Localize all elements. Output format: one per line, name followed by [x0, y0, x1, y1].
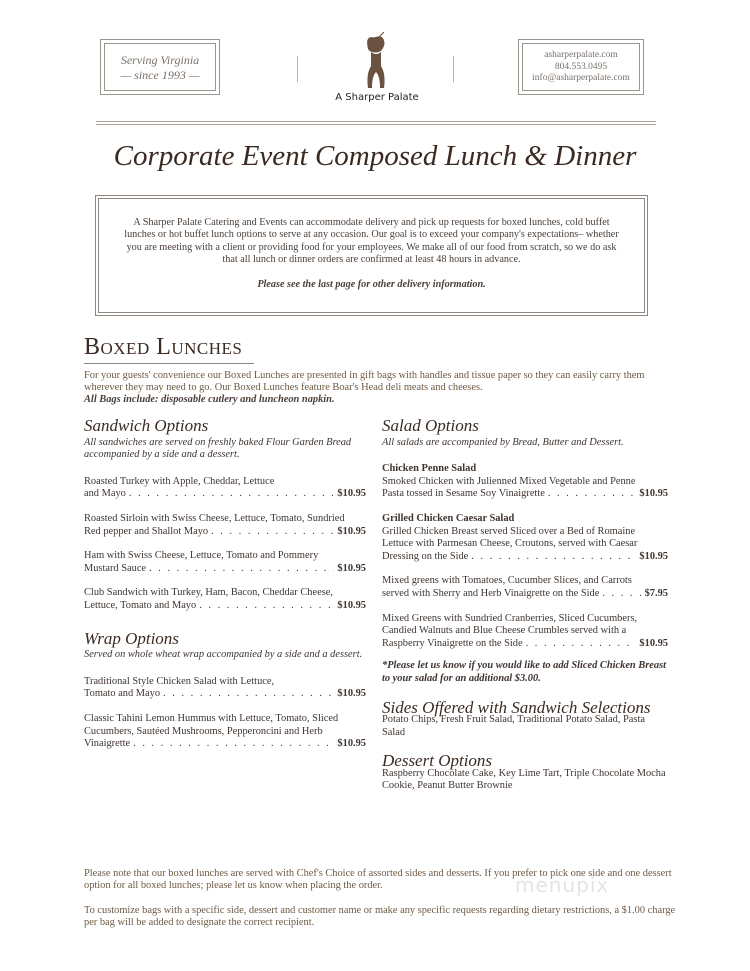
leader-dots — [163, 688, 334, 701]
footer-note-1: Please note that our boxed lunches are served with Chef's Choice of assorted sides and desserts. If you prefer to pick one side and one dessert option for all boxed lunches; please let us know when placing the order. — [84, 868, 672, 892]
item-name: Grilled Chicken Caesar Salad — [382, 512, 515, 524]
intro-box: A Sharper Palate Catering and Events can accommodate delivery and pick up requests for boxed lunches, cold buffet lunches or hot buffet lunch options to serve at any occasion. Our goal is to exceed your company's expectations– whether you are meeting with a client or providing food for your employees. We make all of our food from scratch, so we do ask that all lunch or dinner orders are confirmed at least 48 hours in advance. Please see the last page for other delivery information. — [98, 198, 645, 313]
price: $10.95 — [337, 688, 366, 700]
menu-item: Traditional Style Chicken Salad with Lettuce, Tomato and Mayo . . . $10.95 — [84, 676, 366, 701]
menu-item: Mixed greens with Tomatoes, Cucumber Slices, and Carrots served with Sherry and Herb Vinaigrette on the Side . . . $7.95 — [382, 575, 668, 600]
website-link[interactable]: asharperpalate.com — [544, 50, 618, 60]
menu-item: Mixed Greens with Sundried Cranberries, Sliced Cucumbers, Candied Walnuts and Blue Cheese Crumbles served with a Raspberry Vinaigrette on the Side . . . $10.95 — [382, 613, 668, 651]
price: $10.95 — [337, 599, 366, 611]
menu-item: Club Sandwich with Turkey, Ham, Bacon, Cheddar Cheese, Lettuce, Tomato and Mayo . . . $10.95 — [84, 587, 366, 612]
salad-heading: Salad Options — [382, 416, 479, 435]
leader-dots — [602, 588, 641, 601]
menu-item: Roasted Sirloin with Swiss Cheese, Lettuce, Tomato, Sundried Red pepper and Shallot Mayo . . . $10.95 — [84, 513, 366, 538]
price: $10.95 — [639, 488, 668, 500]
menu-item: Roasted Turkey with Apple, Cheddar, Lettuce and Mayo . . . $10.95 — [84, 476, 366, 501]
leader-dots — [149, 563, 334, 576]
watermark: menupix — [515, 873, 610, 897]
price: $10.95 — [337, 525, 366, 537]
page-title: Corporate Event Composed Lunch & Dinner — [113, 140, 637, 172]
leader-dots — [133, 738, 334, 751]
right-column: Salad Options All salads are accompanied by Bread, Butter and Dessert. Chicken Penne Salad Smoked Chicken with Julienned Mixed Vegetable and Penne Pasta tossed in Sesame Soy Vinaigrette . . . $10.95 Grilled Chicken Caesar Salad Grilled Chicken Breast served Sliced over a Bed of Romaine Lettuce with Parmesan Cheese, Croutons, served with Caesar Dressing on the Side . . . $10.95 Mixed greens with Tomatoes, Cucumber Slices, and Carrots served with Sherry and Herb Vinaigrette on the Side . . . $7.95 Mixed Greens with Sundried Cranberries, Sliced Cucumbers, Candied Walnuts and Blue Cheese Crumbles served with a Raspberry Vinaigrette on the Side . . . $10.95 *Please let us know if you would like to add Sliced Chicken Breast to your salad for an additional $3.00. Sides Offered with Sandwich Selections Potato Chips, Fresh Fruit Salad, Traditional Potato Salad, Pasta Salad Dessert Options Raspberry Chocolate Cake, Key Lime Tart, Triple Chocolate Mocha Cookie, Peanut Butter Brownie — [382, 420, 668, 793]
price: $10.95 — [639, 550, 668, 562]
header-rule — [96, 121, 656, 125]
price: $10.95 — [639, 637, 668, 649]
leader-dots — [526, 638, 637, 651]
footer-note-2: To customize bags with a specific side, dessert and customer name or make any specific requests regarding dietary restrictions, a $1.00 charge per bag will be added to designate the correct recipient. — [84, 905, 676, 929]
sandwich-heading: Sandwich Options — [84, 416, 209, 435]
leader-dots — [548, 488, 637, 501]
boxed-lunches-heading: Boxed Lunches — [84, 334, 254, 364]
serving-badge: Serving Virginia — since 1993 — — [104, 43, 216, 91]
leader-dots — [471, 551, 636, 564]
divider — [453, 56, 454, 82]
left-column: Sandwich Options All sandwiches are served on freshly baked Flour Garden Bread accompanied by a side and a dessert. Roasted Turkey with Apple, Cheddar, Lettuce and Mayo . . . $10.95 Roasted Sirloin with Swiss Cheese, Lettuce, Tomato, Sundried Red pepper and Shallot Mayo . . . $10.95 Ham with Swiss Cheese, Lettuce, Tomato and Pommery Mustard Sauce . . . $10.95 Club Sandwich with Turkey, Ham, Bacon, Cheddar Cheese, Lettuce, Tomato and Mayo . . . $10.95 Wrap Options Served on whole wheat wrap accompanied by a side and a dessert. Traditional Style Chicken Salad with Lettuce, Tomato and Mayo . . . $10.95 Classic Tahini Lemon Hummus with Lettuce, Tomato, Sliced Cucumbers, Sautéed Mushrooms, Pepperoncini and Herb Vinaigrette . . . $10.95 — [84, 420, 366, 763]
logo-name: A Sharper Palate — [335, 92, 419, 103]
sides-heading: Sides Offered with Sandwich Selections — [382, 697, 651, 717]
dessert-heading: Dessert Options — [382, 751, 493, 771]
email-link[interactable]: info@asharperpalate.com — [532, 73, 630, 83]
item-name: Chicken Penne Salad — [382, 463, 477, 475]
price: $10.95 — [337, 488, 366, 500]
price: $10.95 — [337, 562, 366, 574]
price: $7.95 — [644, 587, 668, 599]
chef-logo-icon — [362, 32, 390, 90]
menu-item: Ham with Swiss Cheese, Lettuce, Tomato and Pommery Mustard Sauce . . . $10.95 — [84, 550, 366, 575]
menu-item: Classic Tahini Lemon Hummus with Lettuce, Tomato, Sliced Cucumbers, Sautéed Mushrooms, Pepperoncini and Herb Vinaigrette . . . $10.95 — [84, 713, 366, 751]
leader-dots — [129, 488, 335, 501]
divider — [297, 56, 298, 82]
price: $10.95 — [337, 738, 366, 750]
contact-badge — [522, 43, 640, 91]
leader-dots — [199, 600, 334, 613]
boxed-lunches-intro: For your guests' convenience our Boxed Lunches are presented in gift bags with handles and tissue paper so they can easily carry them wherever they may need to go. Our Boxed Lunches feature Boar's Head deli meats and cheeses. All Bags include: disposable cutlery and luncheon napkin. — [84, 370, 645, 405]
menu-item: Chicken Penne Salad Smoked Chicken with Julienned Mixed Vegetable and Penne Pasta tossed in Sesame Soy Vinaigrette . . . $10.95 — [382, 463, 668, 501]
leader-dots — [211, 526, 334, 539]
wrap-heading: Wrap Options — [84, 628, 179, 648]
phone: 804.553.0495 — [554, 61, 608, 72]
menu-item: Grilled Chicken Caesar Salad Grilled Chicken Breast served Sliced over a Bed of Romaine Lettuce with Parmesan Cheese, Croutons, served with Caesar Dressing on the Side . . . $10.95 — [382, 513, 668, 563]
